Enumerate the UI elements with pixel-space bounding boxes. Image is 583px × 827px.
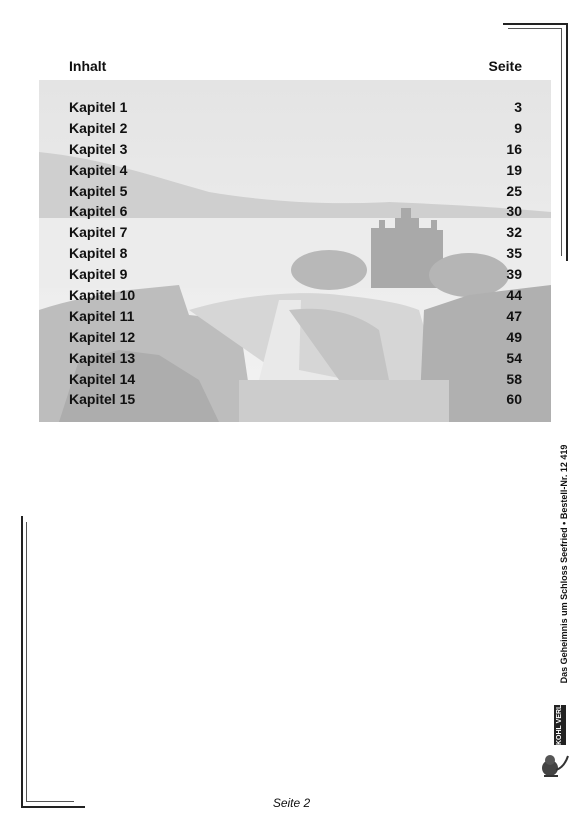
toc-chapter: Kapitel 8 (69, 245, 128, 262)
toc-chapter: Kapitel 6 (69, 203, 128, 220)
toc-page: 3 (514, 99, 522, 115)
toc-page: 32 (506, 224, 522, 241)
toc-chapter: Kapitel 15 (69, 391, 136, 408)
toc-entry (69, 369, 522, 390)
book-info-sidebar (553, 433, 575, 695)
frame-line (566, 23, 568, 261)
toc-entry (69, 327, 522, 348)
toc-page: 19 (506, 161, 522, 178)
frame-line (21, 516, 23, 808)
toc-page: 49 (506, 328, 522, 345)
publisher-mascot-icon (538, 748, 572, 782)
toc-chapter: Kapitel 11 (69, 307, 135, 324)
frame-line (503, 23, 567, 25)
toc-chapter: Kapitel 12 (69, 328, 136, 345)
frame-line (26, 522, 27, 802)
publisher-name: KOHL VERLAG (554, 705, 566, 745)
toc-chapter: Kapitel 14 (69, 370, 136, 387)
toc-chapter: Kapitel 1 (69, 99, 128, 115)
toc-entry (69, 348, 522, 369)
toc-page: 16 (506, 140, 522, 157)
toc-entry (69, 264, 522, 285)
toc-entry (69, 97, 522, 118)
book-title-order-number: Das Geheimnis um Schloss Seefried • Bestell-Nr. 12 419 (559, 444, 569, 684)
toc-entry (69, 243, 522, 264)
toc-chapter: Kapitel 13 (69, 349, 136, 366)
toc-page: 58 (506, 370, 522, 387)
toc-entry (69, 285, 522, 306)
toc-chapter: Kapitel 10 (69, 287, 136, 304)
toc-entry (69, 118, 522, 139)
page-number: Seite 2 (272, 796, 311, 810)
toc-entry (69, 306, 522, 327)
toc-chapter: Kapitel 9 (69, 266, 128, 283)
toc-page: 39 (506, 266, 522, 283)
toc-entry (69, 222, 522, 243)
toc-entry (69, 181, 522, 202)
toc-page: 30 (506, 203, 522, 220)
toc-page: 35 (506, 245, 522, 262)
toc-page: 9 (514, 119, 522, 136)
frame-line (561, 28, 562, 256)
toc-chapter: Kapitel 7 (69, 224, 128, 241)
contents-heading: Inhalt (69, 58, 107, 74)
toc-page: 25 (506, 182, 522, 199)
toc-chapter: Kapitel 5 (69, 182, 128, 199)
page-column-heading: Seite (488, 58, 522, 74)
toc-chapter: Kapitel 4 (69, 161, 128, 178)
toc-page: 44 (506, 287, 522, 304)
toc-page: 47 (506, 307, 522, 324)
toc-entry (69, 201, 522, 222)
toc-page: 54 (506, 349, 522, 366)
table-of-contents (69, 97, 522, 410)
toc-entry (69, 139, 522, 160)
toc-entry (69, 389, 522, 410)
frame-line (508, 28, 562, 29)
toc-entry (69, 160, 522, 181)
toc-page: 60 (506, 391, 522, 408)
toc-chapter: Kapitel 2 (69, 119, 128, 136)
toc-chapter: Kapitel 3 (69, 140, 128, 157)
